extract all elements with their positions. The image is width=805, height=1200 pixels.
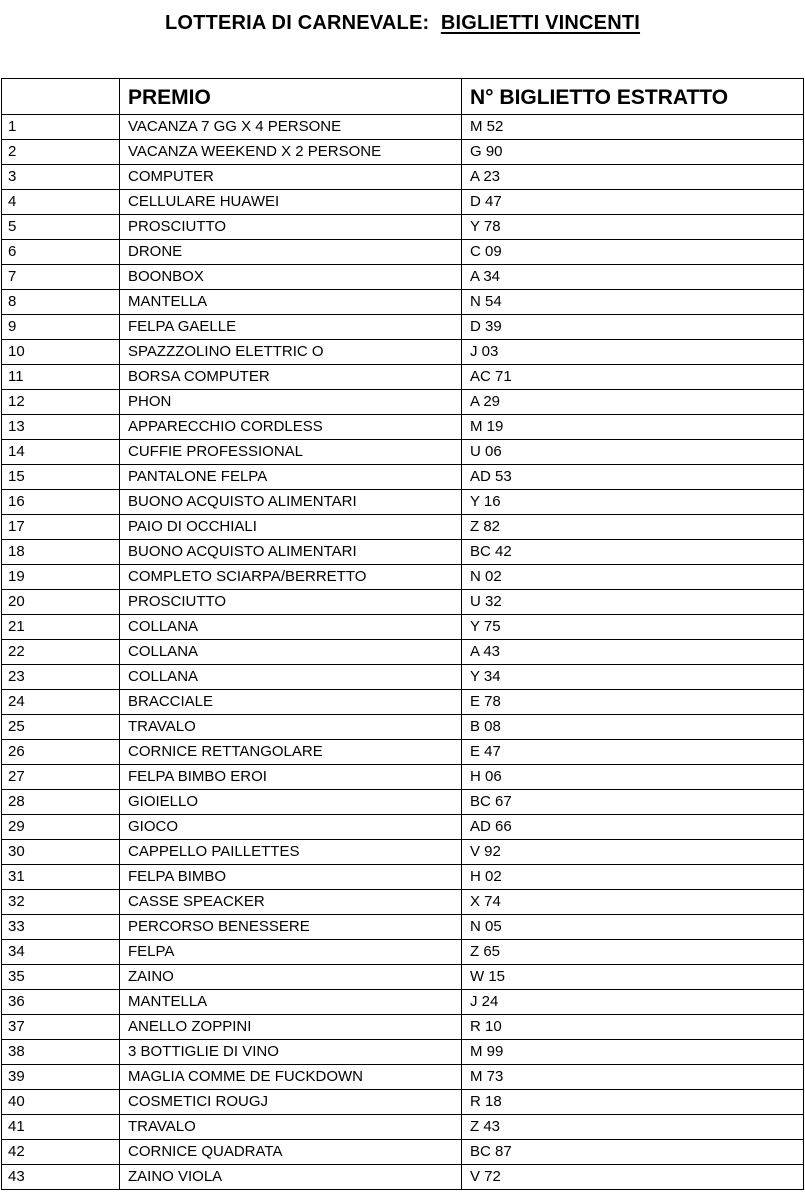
table-row (2, 915, 804, 940)
row-number: 25 (2, 715, 120, 740)
prize-name: FELPA (120, 940, 462, 965)
table-row (2, 490, 804, 515)
prize-name: COLLANA (120, 640, 462, 665)
prize-name: COLLANA (120, 615, 462, 640)
row-number: 37 (2, 1015, 120, 1040)
table-row (2, 265, 804, 290)
table-row (2, 615, 804, 640)
prize-name: 3 BOTTIGLIE DI VINO (120, 1040, 462, 1065)
prize-name: VACANZA WEEKEND X 2 PERSONE (120, 140, 462, 165)
ticket-number: U 32 (462, 590, 804, 615)
prize-name: BUONO ACQUISTO ALIMENTARI (120, 490, 462, 515)
row-number: 27 (2, 765, 120, 790)
table-row (2, 140, 804, 165)
row-number: 32 (2, 890, 120, 915)
table-row (2, 940, 804, 965)
row-number: 19 (2, 565, 120, 590)
ticket-number: M 19 (462, 415, 804, 440)
row-number: 26 (2, 740, 120, 765)
ticket-number: B 08 (462, 715, 804, 740)
ticket-number: Z 82 (462, 515, 804, 540)
row-number: 14 (2, 440, 120, 465)
ticket-number: A 43 (462, 640, 804, 665)
prize-name: CAPPELLO PAILLETTES (120, 840, 462, 865)
ticket-number: A 23 (462, 165, 804, 190)
header-number (2, 79, 120, 115)
table-row (2, 690, 804, 715)
prize-name: PAIO DI OCCHIALI (120, 515, 462, 540)
prize-name: CORNICE QUADRATA (120, 1140, 462, 1165)
row-number: 8 (2, 290, 120, 315)
row-number: 11 (2, 365, 120, 390)
row-number: 18 (2, 540, 120, 565)
ticket-number: V 72 (462, 1165, 804, 1190)
prize-name: FELPA BIMBO (120, 865, 462, 890)
prize-name: TRAVALO (120, 1115, 462, 1140)
ticket-number: U 06 (462, 440, 804, 465)
prize-name: CELLULARE HUAWEI (120, 190, 462, 215)
table-row (2, 390, 804, 415)
prize-name: COSMETICI ROUGJ (120, 1090, 462, 1115)
ticket-number: Y 78 (462, 215, 804, 240)
ticket-number: N 02 (462, 565, 804, 590)
prize-name: PROSCIUTTO (120, 215, 462, 240)
table-row (2, 765, 804, 790)
ticket-number: E 47 (462, 740, 804, 765)
row-number: 36 (2, 990, 120, 1015)
prize-name: FELPA GAELLE (120, 315, 462, 340)
prize-name: BORSA COMPUTER (120, 365, 462, 390)
ticket-number: AD 53 (462, 465, 804, 490)
table-row (2, 1090, 804, 1115)
prize-name: CORNICE RETTANGOLARE (120, 740, 462, 765)
ticket-number: J 24 (462, 990, 804, 1015)
ticket-number: G 90 (462, 140, 804, 165)
prize-name: COMPUTER (120, 165, 462, 190)
prize-name: PHON (120, 390, 462, 415)
ticket-number: E 78 (462, 690, 804, 715)
ticket-number: AC 71 (462, 365, 804, 390)
ticket-number: Z 65 (462, 940, 804, 965)
table-row (2, 515, 804, 540)
ticket-number: M 73 (462, 1065, 804, 1090)
ticket-number: M 99 (462, 1040, 804, 1065)
row-number: 7 (2, 265, 120, 290)
table-row (2, 715, 804, 740)
table-row (2, 790, 804, 815)
prize-name: CUFFIE PROFESSIONAL (120, 440, 462, 465)
row-number: 4 (2, 190, 120, 215)
ticket-number: BC 42 (462, 540, 804, 565)
row-number: 16 (2, 490, 120, 515)
table-row (2, 590, 804, 615)
header-prize: PREMIO (120, 79, 462, 115)
row-number: 9 (2, 315, 120, 340)
row-number: 23 (2, 665, 120, 690)
ticket-number: AD 66 (462, 815, 804, 840)
row-number: 31 (2, 865, 120, 890)
row-number: 38 (2, 1040, 120, 1065)
ticket-number: R 10 (462, 1015, 804, 1040)
prize-name: COLLANA (120, 665, 462, 690)
prize-name: ZAINO (120, 965, 462, 990)
prize-name: FELPA BIMBO EROI (120, 765, 462, 790)
row-number: 42 (2, 1140, 120, 1165)
prize-name: SPAZZZOLINO ELETTRIC O (120, 340, 462, 365)
prize-name: PANTALONE FELPA (120, 465, 462, 490)
table-row (2, 990, 804, 1015)
ticket-number: Y 34 (462, 665, 804, 690)
row-number: 5 (2, 215, 120, 240)
table-row (2, 740, 804, 765)
row-number: 33 (2, 915, 120, 940)
prize-name: BRACCIALE (120, 690, 462, 715)
prize-name: ANELLO ZOPPINI (120, 1015, 462, 1040)
row-number: 24 (2, 690, 120, 715)
ticket-number: V 92 (462, 840, 804, 865)
table-row (2, 190, 804, 215)
ticket-number: H 02 (462, 865, 804, 890)
table-row (2, 1140, 804, 1165)
prize-name: CASSE SPEACKER (120, 890, 462, 915)
ticket-number: W 15 (462, 965, 804, 990)
table-row (2, 440, 804, 465)
table-row (2, 890, 804, 915)
table-row (2, 540, 804, 565)
prize-name: BUONO ACQUISTO ALIMENTARI (120, 540, 462, 565)
row-number: 12 (2, 390, 120, 415)
table-row (2, 1115, 804, 1140)
row-number: 21 (2, 615, 120, 640)
row-number: 15 (2, 465, 120, 490)
ticket-number: D 47 (462, 190, 804, 215)
row-number: 17 (2, 515, 120, 540)
ticket-number: C 09 (462, 240, 804, 265)
table-row (2, 565, 804, 590)
prize-name: APPARECCHIO CORDLESS (120, 415, 462, 440)
table-row (2, 1015, 804, 1040)
ticket-number: BC 87 (462, 1140, 804, 1165)
row-number: 20 (2, 590, 120, 615)
prize-name: COMPLETO SCIARPA/BERRETTO (120, 565, 462, 590)
row-number: 3 (2, 165, 120, 190)
prize-name: TRAVALO (120, 715, 462, 740)
header-ticket: N° BIGLIETTO ESTRATTO (462, 79, 804, 115)
ticket-number: M 52 (462, 115, 804, 140)
ticket-number: J 03 (462, 340, 804, 365)
ticket-number: N 54 (462, 290, 804, 315)
table-row (2, 665, 804, 690)
prize-name: BOONBOX (120, 265, 462, 290)
row-number: 2 (2, 140, 120, 165)
prize-name: PROSCIUTTO (120, 590, 462, 615)
prize-name: PERCORSO BENESSERE (120, 915, 462, 940)
table-row (2, 340, 804, 365)
ticket-number: A 29 (462, 390, 804, 415)
ticket-number: Y 75 (462, 615, 804, 640)
prize-name: DRONE (120, 240, 462, 265)
title-prefix: LOTTERIA DI CARNEVALE: (164, 12, 430, 34)
prize-name: ZAINO VIOLA (120, 1165, 462, 1190)
row-number: 39 (2, 1065, 120, 1090)
table-row (2, 965, 804, 990)
row-number: 30 (2, 840, 120, 865)
prize-name: VACANZA 7 GG X 4 PERSONE (120, 115, 462, 140)
winning-tickets-table (1, 78, 804, 1190)
ticket-number: D 39 (462, 315, 804, 340)
row-number: 10 (2, 340, 120, 365)
row-number: 22 (2, 640, 120, 665)
row-number: 1 (2, 115, 120, 140)
ticket-number: A 34 (462, 265, 804, 290)
row-number: 29 (2, 815, 120, 840)
row-number: 41 (2, 1115, 120, 1140)
table-row (2, 1165, 804, 1190)
ticket-number: N 05 (462, 915, 804, 940)
row-number: 40 (2, 1090, 120, 1115)
table-row (2, 465, 804, 490)
row-number: 43 (2, 1165, 120, 1190)
ticket-number: R 18 (462, 1090, 804, 1115)
ticket-number: Z 43 (462, 1115, 804, 1140)
table-row (2, 215, 804, 240)
prize-name: MANTELLA (120, 290, 462, 315)
ticket-number: Y 16 (462, 490, 804, 515)
table-row (2, 640, 804, 665)
prize-name: MAGLIA COMME DE FUCKDOWN (120, 1065, 462, 1090)
table-row (2, 415, 804, 440)
table-row (2, 1040, 804, 1065)
row-number: 35 (2, 965, 120, 990)
prize-name: GIOCO (120, 815, 462, 840)
title-highlight: BIGLIETTI VINCENTI (440, 12, 641, 34)
row-number: 28 (2, 790, 120, 815)
table-row (2, 365, 804, 390)
ticket-number: X 74 (462, 890, 804, 915)
table-row (2, 165, 804, 190)
row-number: 13 (2, 415, 120, 440)
ticket-number: H 06 (462, 765, 804, 790)
row-number: 34 (2, 940, 120, 965)
table-row (2, 1065, 804, 1090)
table-row (2, 115, 804, 140)
table-row (2, 815, 804, 840)
page-title (0, 12, 805, 35)
prize-name: GIOIELLO (120, 790, 462, 815)
prize-name: MANTELLA (120, 990, 462, 1015)
table-header-row (2, 79, 804, 115)
table-row (2, 240, 804, 265)
row-number: 6 (2, 240, 120, 265)
table-row (2, 840, 804, 865)
table-row (2, 315, 804, 340)
table-row (2, 865, 804, 890)
ticket-number: BC 67 (462, 790, 804, 815)
table-row (2, 290, 804, 315)
